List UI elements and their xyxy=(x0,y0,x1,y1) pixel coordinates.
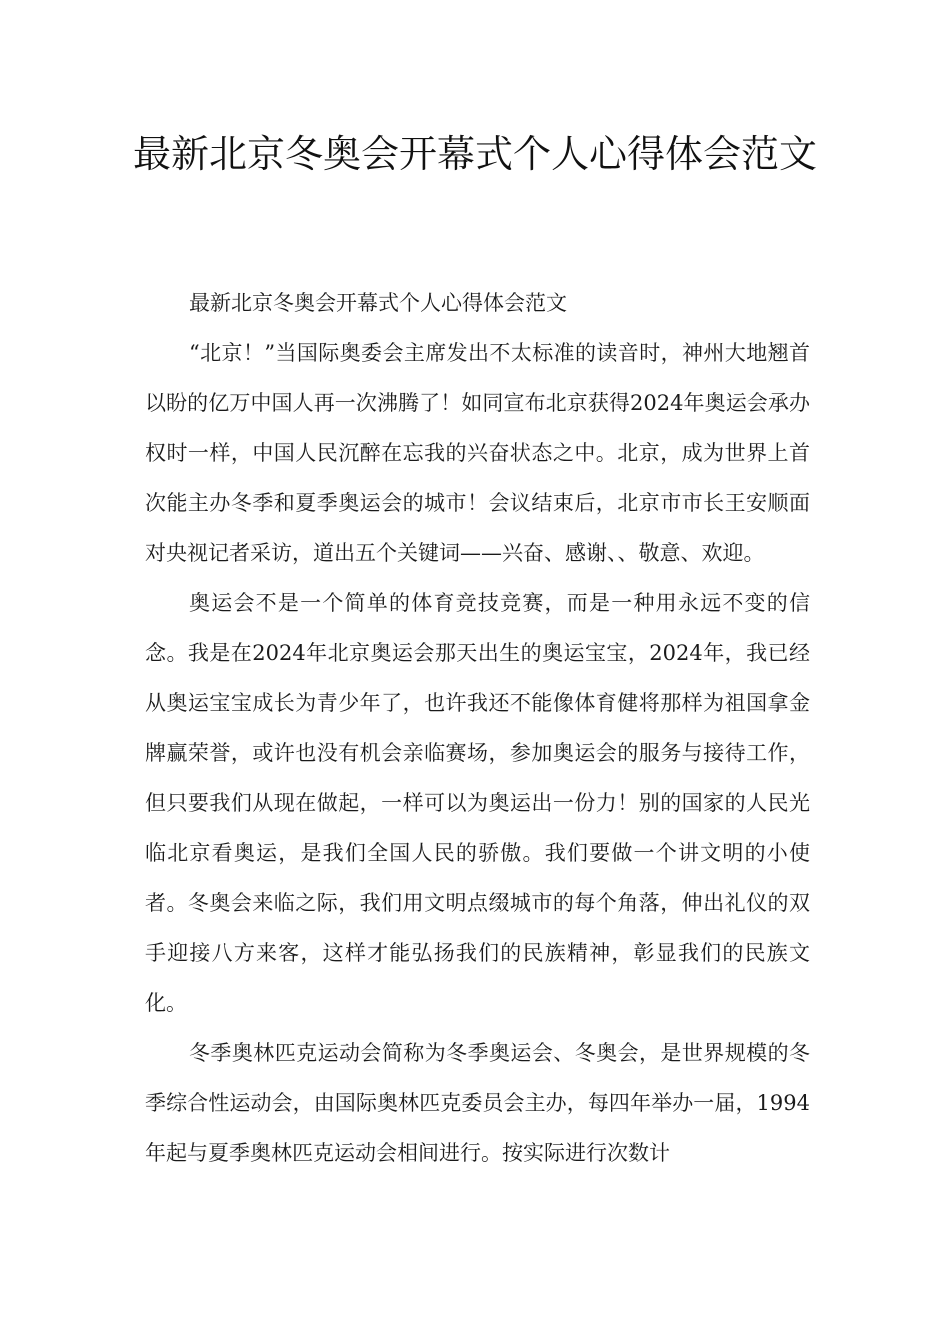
paragraph: 奥运会不是一个简单的体育竞技竞赛，而是一种用永远不变的信念。我是在2024年北京奥运会那天出生的奥运宝宝，2024年，我已经从奥运宝宝成长为青少年了，也许我还不能像体育健将那样为祖国拿金牌赢荣誉，或许也没有机会亲临赛场，参加奥运会的服务与接待工作，但只要我们从现在做起，一样可以为奥运出一份力！别的国家的人民光临北京看奥运，是我们全国人民的骄傲。我们要做一个讲文明的小使者。冬奥会来临之际，我们用文明点缀城市的每个角落，伸出礼仪的双手迎接八方来客，这样才能弘扬我们的民族精神，彰显我们的民族文化。 xyxy=(145,591,810,1015)
paragraph: “北京！”当国际奥委会主席发出不太标准的读音时，神州大地翘首以盼的亿万中国人再一次沸腾了！如同宣布北京获得2024年奥运会承办权时一样，中国人民沉醉在忘我的兴奋状态之中。北京，成为世界上首次能主办冬季和夏季奥运会的城市！会议结束后，北京市市长王安顺面对央视记者采访，道出五个关键词——兴奋、感谢、、敬意、欢迎。 xyxy=(145,341,810,565)
paragraph: 冬季奥林匹克运动会简称为冬季奥运会、冬奥会，是世界规模的冬季综合性运动会，由国际奥林匹克委员会主办，每四年举办一届，1994年起与夏季奥林匹克运动会相间进行。按实际进行次数计 xyxy=(145,1041,810,1165)
document-body xyxy=(145,278,810,1178)
document-subtitle: 最新北京冬奥会开幕式个人心得体会范文 xyxy=(189,291,567,315)
document-title: 最新北京冬奥会开幕式个人心得体会范文 xyxy=(132,132,817,176)
